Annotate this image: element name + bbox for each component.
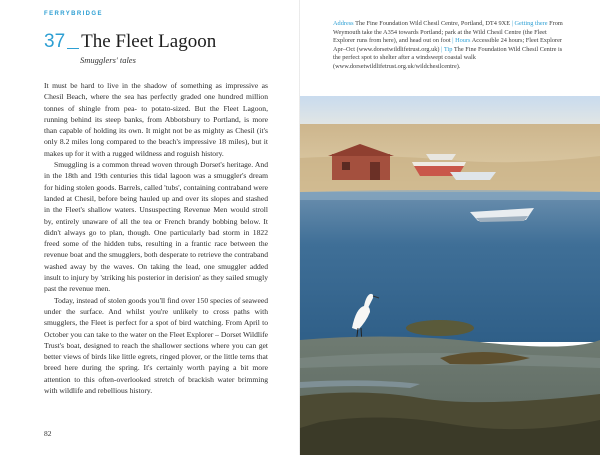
chapter-subtitle: Smugglers' tales	[80, 55, 136, 65]
separator: |	[452, 37, 456, 45]
title-rule	[67, 48, 79, 49]
address-label: Address	[333, 20, 354, 27]
chapter-heading	[44, 30, 216, 54]
hours-value: Accessible 24 hours; Fleet Explorer Apr–Oct (www.dorsetwildlifetrust.org.uk)	[333, 37, 562, 53]
info-box	[333, 20, 569, 72]
chapter-title: The Fleet Lagoon	[81, 31, 217, 52]
chapter-number: 37	[44, 31, 66, 52]
separator: |	[511, 20, 515, 27]
paragraph: Smuggling is a common thread woven through Dorset's heritage. And in the 18th and 19th centuries this tidal lagoon was a smuggler's dream for hiding stolen goods. Barrels, called 'tubs', containing contraband were landed at Chesil, before being hauled up and over its slopes and stashed in the Fleet's shallow waters. Unsuspecting Revenue Men would stroll by, entirely unaware of all the tea or French brandy bobbing below. It didn't always go to plan, though. One particularly bad storm in 1822 freed some of the hidden tubs, resulting in a frantic race between the revenue boat and the smugglers, both desperate to retrieve the contraband washed away by the waves. On taking the lead, one smuggler added insult to injury by 'striking his posterior in derision' as they sailed smugly past the revenue men.	[44, 160, 268, 294]
getting-there-label: Getting there	[514, 20, 548, 27]
body-text	[44, 80, 268, 396]
fleet-lagoon-egret-photo	[300, 96, 600, 455]
photo-illustration	[300, 96, 600, 455]
address-value: The Fine Foundation Wild Chesil Centre, Portland, DT4 9XE	[355, 20, 511, 27]
water-edge	[300, 190, 600, 200]
seaweed-clump	[406, 320, 474, 336]
separator: |	[441, 45, 444, 53]
tip-value: The Fine Foundation Wild Chesil Centre is the perfect spot to shelter after a windswept coastal walk (www.dorsetwildlifetrust.org.uk/wildchesilcentre).	[333, 45, 563, 70]
paragraph: Today, instead of stolen goods you'll find over 150 species of seaweed under the surface. And whilst you're unlikely to cross paths with smugglers, the Fleet is perfect for a spot of bird watching. From April to October you can take to the water on the Fleet Explorer – Dorset Wildlife Trust's boat, designed to reach the shallower sections where you can get better views of birds like little egrets, ringed plover, or the little terns that breed here during the spring. It's certainly worth paying a bit more attention to this often-overlooked stretch of brackish water brimming with wildlife and rebellious history.	[44, 295, 268, 396]
lagoon-water	[300, 192, 600, 342]
tip-label: Tip	[443, 45, 453, 53]
running-head: FERRYBRIDGE	[44, 11, 103, 17]
hours-label: Hours	[455, 37, 471, 45]
sky	[300, 96, 600, 126]
getting-there-value: From Weymouth take the A354 towards Portland; park at the Wild Chesil Centre (the Fleet Explorer runs from here), and head out on foot	[333, 20, 563, 45]
paragraph: It must be hard to live in the shadow of something as impressive as Chesil Beach, where the sea has perfectly graded one hundred million tonnes of shingle from pea- to potato-sized. But the Fleet Lagoon, running behind its steep banks, from Abbotsbury to Portland, is more than capable of holding its own. It might not be as mighty as Chesil (it's only 8.2 miles long compared to the beach's impressive 18 miles), but it makes up for it with a rugged wildness and roguish history.	[44, 81, 268, 158]
page-number: 82	[44, 429, 52, 438]
